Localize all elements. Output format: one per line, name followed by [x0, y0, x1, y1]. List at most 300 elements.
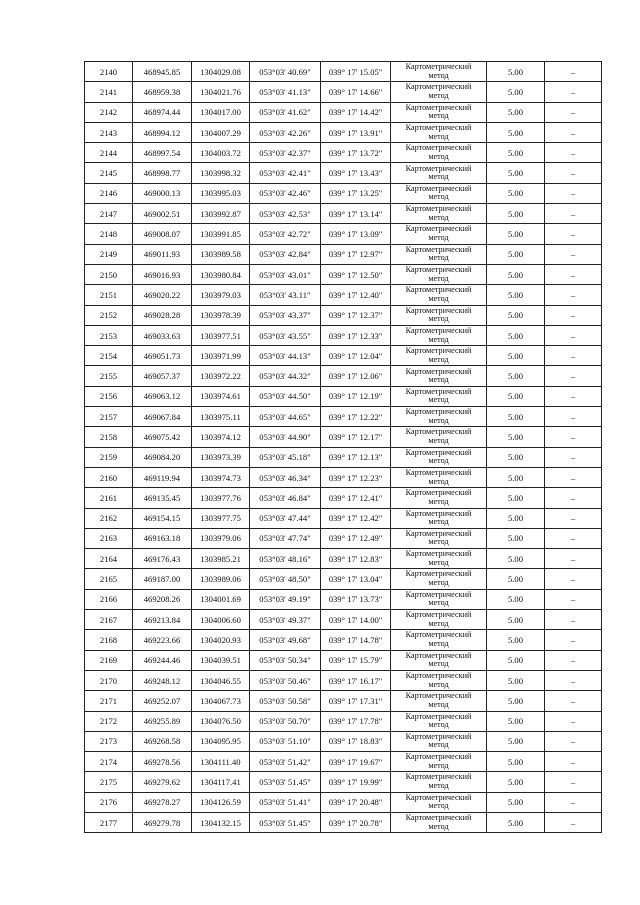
- method-cell: [391, 752, 487, 772]
- accuracy-cell: 5.00: [487, 569, 545, 589]
- y-coordinate-cell: 1304067.73: [192, 691, 250, 711]
- latitude-cell: 053°03' 42.46": [250, 183, 321, 203]
- table-row: [85, 508, 602, 528]
- accuracy-cell: 5.00: [487, 305, 545, 325]
- empty-value-dash: –: [545, 346, 602, 366]
- latitude-cell: 053°03' 40.69": [250, 62, 321, 82]
- method-text-line2: метод: [428, 679, 449, 689]
- accuracy-cell: 5.00: [487, 122, 545, 142]
- x-coordinate-cell: 469033.63: [133, 325, 192, 345]
- point-number-cell: 2158: [85, 427, 133, 447]
- accuracy-cell: 5.00: [487, 204, 545, 224]
- latitude-cell: 053°03' 51.41": [250, 792, 321, 812]
- y-coordinate-cell: 1303980.84: [192, 264, 250, 284]
- point-number-cell: 2143: [85, 122, 133, 142]
- empty-value-dash: –: [545, 62, 602, 82]
- empty-value-dash: –: [545, 488, 602, 508]
- method-text-line1: Картометрический: [405, 143, 472, 153]
- method-cell: [391, 589, 487, 609]
- table-row: [85, 467, 602, 487]
- x-coordinate-cell: 469208.26: [133, 589, 192, 609]
- x-coordinate-cell: 469051.73: [133, 346, 192, 366]
- method-text-line2: метод: [428, 172, 449, 182]
- point-number-cell: 2176: [85, 792, 133, 812]
- method-text-line1: Картометрический: [405, 244, 472, 254]
- method-cell: [391, 163, 487, 183]
- point-number-cell: 2147: [85, 204, 133, 224]
- point-number-cell: 2173: [85, 731, 133, 751]
- latitude-cell: 053°03' 49.68": [250, 630, 321, 650]
- accuracy-cell: 5.00: [487, 691, 545, 711]
- method-text-line1: Картометрический: [405, 204, 472, 214]
- method-cell: [391, 305, 487, 325]
- y-coordinate-cell: 1304001.69: [192, 589, 250, 609]
- x-coordinate-cell: 469244.46: [133, 650, 192, 670]
- x-coordinate-cell: 469084.20: [133, 447, 192, 467]
- y-coordinate-cell: 1304126.59: [192, 792, 250, 812]
- empty-value-dash: –: [545, 528, 602, 548]
- empty-value-dash: –: [545, 752, 602, 772]
- y-coordinate-cell: 1304111.40: [192, 752, 250, 772]
- method-text-line2: метод: [428, 70, 449, 80]
- x-coordinate-cell: 469002.51: [133, 204, 192, 224]
- y-coordinate-cell: 1304029.08: [192, 62, 250, 82]
- method-cell: [391, 204, 487, 224]
- longitude-cell: 039° 17' 13.14": [321, 204, 391, 224]
- method-text-line2: метод: [428, 354, 449, 364]
- method-text-line2: метод: [428, 90, 449, 100]
- method-text-line1: Картометрический: [405, 285, 472, 295]
- y-coordinate-cell: 1304007.29: [192, 122, 250, 142]
- method-text-line1: Картометрический: [405, 305, 472, 315]
- y-coordinate-cell: 1304076.50: [192, 711, 250, 731]
- method-text-line2: метод: [428, 111, 449, 121]
- method-text-line1: Картометрический: [405, 224, 472, 234]
- empty-value-dash: –: [545, 122, 602, 142]
- empty-value-dash: –: [545, 650, 602, 670]
- longitude-cell: 039° 17' 12.17": [321, 427, 391, 447]
- y-coordinate-cell: 1304006.60: [192, 610, 250, 630]
- y-coordinate-cell: 1303973.39: [192, 447, 250, 467]
- longitude-cell: 039° 17' 12.33": [321, 325, 391, 345]
- y-coordinate-cell: 1304021.76: [192, 82, 250, 102]
- longitude-cell: 039° 17' 17.31": [321, 691, 391, 711]
- empty-value-dash: –: [545, 812, 602, 832]
- empty-value-dash: –: [545, 407, 602, 427]
- method-text-line1: Картометрический: [405, 549, 472, 559]
- empty-value-dash: –: [545, 244, 602, 264]
- method-text-line1: Картометрический: [405, 488, 472, 498]
- latitude-cell: 053°03' 50.46": [250, 670, 321, 690]
- table-row: [85, 528, 602, 548]
- table-row: [85, 610, 602, 630]
- method-cell: [391, 792, 487, 812]
- method-cell: [391, 427, 487, 447]
- method-text-line1: Картометрический: [405, 589, 472, 599]
- empty-value-dash: –: [545, 224, 602, 244]
- y-coordinate-cell: 1303977.76: [192, 488, 250, 508]
- table-row: [85, 731, 602, 751]
- latitude-cell: 053°03' 51.10": [250, 731, 321, 751]
- method-cell: [391, 244, 487, 264]
- table-row: [85, 122, 602, 142]
- empty-value-dash: –: [545, 589, 602, 609]
- point-number-cell: 2150: [85, 264, 133, 284]
- latitude-cell: 053°03' 43.55": [250, 325, 321, 345]
- longitude-cell: 039° 17' 20.48": [321, 792, 391, 812]
- longitude-cell: 039° 17' 12.40": [321, 285, 391, 305]
- longitude-cell: 039° 17' 13.25": [321, 183, 391, 203]
- longitude-cell: 039° 17' 12.22": [321, 407, 391, 427]
- table-row: [85, 407, 602, 427]
- method-text-line2: метод: [428, 781, 449, 791]
- table-row: [85, 447, 602, 467]
- accuracy-cell: 5.00: [487, 325, 545, 345]
- table-row: [85, 691, 602, 711]
- point-number-cell: 2160: [85, 467, 133, 487]
- method-text-line2: метод: [428, 415, 449, 425]
- method-text-line1: Картометрический: [405, 670, 472, 680]
- y-coordinate-cell: 1303974.12: [192, 427, 250, 447]
- x-coordinate-cell: 468959.38: [133, 82, 192, 102]
- x-coordinate-cell: 468945.85: [133, 62, 192, 82]
- x-coordinate-cell: 469020.22: [133, 285, 192, 305]
- method-text-line2: метод: [428, 456, 449, 466]
- x-coordinate-cell: 468997.54: [133, 143, 192, 163]
- y-coordinate-cell: 1303974.73: [192, 467, 250, 487]
- longitude-cell: 039° 17' 15.05": [321, 62, 391, 82]
- longitude-cell: 039° 17' 12.97": [321, 244, 391, 264]
- point-number-cell: 2141: [85, 82, 133, 102]
- accuracy-cell: 5.00: [487, 752, 545, 772]
- x-coordinate-cell: 469016.93: [133, 264, 192, 284]
- latitude-cell: 053°03' 44.50": [250, 386, 321, 406]
- method-text-line2: метод: [428, 801, 449, 811]
- table-row: [85, 488, 602, 508]
- point-number-cell: 2177: [85, 812, 133, 832]
- y-coordinate-cell: 1303971.99: [192, 346, 250, 366]
- method-text-line1: Картометрический: [405, 183, 472, 193]
- longitude-cell: 039° 17' 13.09": [321, 224, 391, 244]
- method-text-line1: Картометрический: [405, 325, 472, 335]
- latitude-cell: 053°03' 51.45": [250, 772, 321, 792]
- longitude-cell: 039° 17' 12.41": [321, 488, 391, 508]
- point-number-cell: 2157: [85, 407, 133, 427]
- longitude-cell: 039° 17' 13.91": [321, 122, 391, 142]
- longitude-cell: 039° 17' 12.49": [321, 528, 391, 548]
- method-cell: [391, 346, 487, 366]
- empty-value-dash: –: [545, 549, 602, 569]
- point-number-cell: 2166: [85, 589, 133, 609]
- method-text-line2: метод: [428, 151, 449, 161]
- method-text-line1: Картометрический: [405, 610, 472, 620]
- table-row: [85, 285, 602, 305]
- empty-value-dash: –: [545, 82, 602, 102]
- x-coordinate-cell: 468998.77: [133, 163, 192, 183]
- method-text-line1: Картометрический: [405, 346, 472, 356]
- table-row: [85, 143, 602, 163]
- point-number-cell: 2164: [85, 549, 133, 569]
- method-text-line2: метод: [428, 598, 449, 608]
- method-cell: [391, 102, 487, 122]
- accuracy-cell: 5.00: [487, 467, 545, 487]
- point-number-cell: 2149: [85, 244, 133, 264]
- y-coordinate-cell: 1303989.06: [192, 569, 250, 589]
- accuracy-cell: 5.00: [487, 386, 545, 406]
- method-text-line1: Картометрический: [405, 447, 472, 457]
- method-cell: [391, 82, 487, 102]
- point-number-cell: 2146: [85, 183, 133, 203]
- longitude-cell: 039° 17' 14.00": [321, 610, 391, 630]
- latitude-cell: 053°03' 46.34": [250, 467, 321, 487]
- latitude-cell: 053°03' 51.42": [250, 752, 321, 772]
- y-coordinate-cell: 1303985.21: [192, 549, 250, 569]
- table-row: [85, 549, 602, 569]
- table-row: [85, 752, 602, 772]
- method-cell: [391, 122, 487, 142]
- table-row: [85, 792, 602, 812]
- empty-value-dash: –: [545, 386, 602, 406]
- table-row: [85, 711, 602, 731]
- method-text-line2: метод: [428, 740, 449, 750]
- empty-value-dash: –: [545, 264, 602, 284]
- latitude-cell: 053°03' 48.16": [250, 549, 321, 569]
- method-cell: [391, 731, 487, 751]
- point-number-cell: 2145: [85, 163, 133, 183]
- y-coordinate-cell: 1303995.03: [192, 183, 250, 203]
- point-number-cell: 2175: [85, 772, 133, 792]
- accuracy-cell: 5.00: [487, 224, 545, 244]
- method-text-line2: метод: [428, 517, 449, 527]
- point-number-cell: 2148: [85, 224, 133, 244]
- longitude-cell: 039° 17' 12.13": [321, 447, 391, 467]
- x-coordinate-cell: 469000.13: [133, 183, 192, 203]
- point-number-cell: 2154: [85, 346, 133, 366]
- method-text-line2: метод: [428, 618, 449, 628]
- y-coordinate-cell: 1303978.39: [192, 305, 250, 325]
- x-coordinate-cell: 469252.07: [133, 691, 192, 711]
- accuracy-cell: 5.00: [487, 244, 545, 264]
- point-number-cell: 2165: [85, 569, 133, 589]
- empty-value-dash: –: [545, 711, 602, 731]
- table-row: [85, 183, 602, 203]
- longitude-cell: 039° 17' 12.50": [321, 264, 391, 284]
- y-coordinate-cell: 1303977.75: [192, 508, 250, 528]
- accuracy-cell: 5.00: [487, 650, 545, 670]
- empty-value-dash: –: [545, 285, 602, 305]
- point-number-cell: 2161: [85, 488, 133, 508]
- table-row: [85, 366, 602, 386]
- method-cell: [391, 386, 487, 406]
- method-text-line1: Картометрический: [405, 122, 472, 132]
- x-coordinate-cell: 469268.58: [133, 731, 192, 751]
- latitude-cell: 053°03' 50.58": [250, 691, 321, 711]
- empty-value-dash: –: [545, 366, 602, 386]
- method-cell: [391, 447, 487, 467]
- table-row: [85, 62, 602, 82]
- empty-value-dash: –: [545, 102, 602, 122]
- method-text-line1: Картометрический: [405, 813, 472, 823]
- method-text-line1: Картометрический: [405, 630, 472, 640]
- method-cell: [391, 508, 487, 528]
- x-coordinate-cell: 468994.12: [133, 122, 192, 142]
- latitude-cell: 053°03' 41.62": [250, 102, 321, 122]
- accuracy-cell: 5.00: [487, 630, 545, 650]
- method-text-line2: метод: [428, 760, 449, 770]
- latitude-cell: 053°03' 48.50": [250, 569, 321, 589]
- point-number-cell: 2159: [85, 447, 133, 467]
- accuracy-cell: 5.00: [487, 447, 545, 467]
- latitude-cell: 053°03' 47.74": [250, 528, 321, 548]
- latitude-cell: 053°03' 42.72": [250, 224, 321, 244]
- method-text-line2: метод: [428, 131, 449, 141]
- method-cell: [391, 528, 487, 548]
- method-cell: [391, 691, 487, 711]
- table-row: [85, 204, 602, 224]
- method-text-line1: Картометрический: [405, 467, 472, 477]
- method-text-line1: Картометрический: [405, 265, 472, 275]
- point-number-cell: 2152: [85, 305, 133, 325]
- point-number-cell: 2156: [85, 386, 133, 406]
- table-row: [85, 772, 602, 792]
- table-row: [85, 264, 602, 284]
- point-number-cell: 2155: [85, 366, 133, 386]
- longitude-cell: 039° 17' 17.78": [321, 711, 391, 731]
- point-number-cell: 2140: [85, 62, 133, 82]
- y-coordinate-cell: 1304003.72: [192, 143, 250, 163]
- method-text-line2: метод: [428, 212, 449, 222]
- x-coordinate-cell: 469075.42: [133, 427, 192, 447]
- method-cell: [391, 183, 487, 203]
- empty-value-dash: –: [545, 427, 602, 447]
- y-coordinate-cell: 1304020.93: [192, 630, 250, 650]
- point-number-cell: 2174: [85, 752, 133, 772]
- y-coordinate-cell: 1304095.95: [192, 731, 250, 751]
- empty-value-dash: –: [545, 772, 602, 792]
- latitude-cell: 053°03' 44.90": [250, 427, 321, 447]
- y-coordinate-cell: 1303992.87: [192, 204, 250, 224]
- empty-value-dash: –: [545, 143, 602, 163]
- empty-value-dash: –: [545, 792, 602, 812]
- longitude-cell: 039° 17' 19.67": [321, 752, 391, 772]
- empty-value-dash: –: [545, 447, 602, 467]
- latitude-cell: 053°03' 42.37": [250, 143, 321, 163]
- y-coordinate-cell: 1303974.61: [192, 386, 250, 406]
- y-coordinate-cell: 1303975.11: [192, 407, 250, 427]
- accuracy-cell: 5.00: [487, 731, 545, 751]
- latitude-cell: 053°03' 43.01": [250, 264, 321, 284]
- y-coordinate-cell: 1303979.03: [192, 285, 250, 305]
- longitude-cell: 039° 17' 12.42": [321, 508, 391, 528]
- method-cell: [391, 569, 487, 589]
- accuracy-cell: 5.00: [487, 792, 545, 812]
- point-number-cell: 2153: [85, 325, 133, 345]
- method-cell: [391, 407, 487, 427]
- y-coordinate-cell: 1303972.22: [192, 366, 250, 386]
- table-row: [85, 630, 602, 650]
- method-text-line1: Картометрический: [405, 407, 472, 417]
- table-row: [85, 82, 602, 102]
- latitude-cell: 053°03' 49.19": [250, 589, 321, 609]
- latitude-cell: 053°03' 51.45": [250, 812, 321, 832]
- point-number-cell: 2168: [85, 630, 133, 650]
- empty-value-dash: –: [545, 691, 602, 711]
- table-row: [85, 244, 602, 264]
- x-coordinate-cell: 469279.62: [133, 772, 192, 792]
- table-row: [85, 325, 602, 345]
- point-number-cell: 2162: [85, 508, 133, 528]
- table-row: [85, 812, 602, 832]
- method-text-line2: метод: [428, 375, 449, 385]
- accuracy-cell: 5.00: [487, 62, 545, 82]
- latitude-cell: 053°03' 42.26": [250, 122, 321, 142]
- method-cell: [391, 143, 487, 163]
- accuracy-cell: 5.00: [487, 610, 545, 630]
- point-number-cell: 2167: [85, 610, 133, 630]
- x-coordinate-cell: 469163.18: [133, 528, 192, 548]
- method-cell: [391, 711, 487, 731]
- method-text-line1: Картометрический: [405, 508, 472, 518]
- method-text-line2: метод: [428, 557, 449, 567]
- method-cell: [391, 264, 487, 284]
- method-cell: [391, 366, 487, 386]
- coordinates-table: [84, 61, 602, 833]
- method-text-line1: Картометрический: [405, 569, 472, 579]
- accuracy-cell: 5.00: [487, 812, 545, 832]
- x-coordinate-cell: 469057.37: [133, 366, 192, 386]
- table-row: [85, 589, 602, 609]
- table-body: [85, 62, 602, 833]
- table-row: [85, 102, 602, 122]
- longitude-cell: 039° 17' 13.04": [321, 569, 391, 589]
- method-text-line2: метод: [428, 638, 449, 648]
- method-text-line2: метод: [428, 821, 449, 831]
- method-text-line1: Картометрический: [405, 711, 472, 721]
- accuracy-cell: 5.00: [487, 508, 545, 528]
- accuracy-cell: 5.00: [487, 488, 545, 508]
- accuracy-cell: 5.00: [487, 711, 545, 731]
- latitude-cell: 053°03' 43.37": [250, 305, 321, 325]
- method-cell: [391, 812, 487, 832]
- accuracy-cell: 5.00: [487, 346, 545, 366]
- latitude-cell: 053°03' 46.84": [250, 488, 321, 508]
- method-text-line2: метод: [428, 476, 449, 486]
- latitude-cell: 053°03' 44.13": [250, 346, 321, 366]
- method-text-line1: Картометрический: [405, 528, 472, 538]
- table-row: [85, 224, 602, 244]
- point-number-cell: 2163: [85, 528, 133, 548]
- accuracy-cell: 5.00: [487, 772, 545, 792]
- longitude-cell: 039° 17' 16.17": [321, 670, 391, 690]
- longitude-cell: 039° 17' 14.78": [321, 630, 391, 650]
- table-row: [85, 346, 602, 366]
- method-text-line2: метод: [428, 659, 449, 669]
- method-cell: [391, 467, 487, 487]
- method-text-line1: Картометрический: [405, 102, 472, 112]
- accuracy-cell: 5.00: [487, 82, 545, 102]
- y-coordinate-cell: 1303998.32: [192, 163, 250, 183]
- table-row: [85, 650, 602, 670]
- method-text-line2: метод: [428, 273, 449, 283]
- latitude-cell: 053°03' 47.44": [250, 508, 321, 528]
- longitude-cell: 039° 17' 12.04": [321, 346, 391, 366]
- longitude-cell: 039° 17' 12.37": [321, 305, 391, 325]
- method-text-line1: Картометрический: [405, 792, 472, 802]
- accuracy-cell: 5.00: [487, 427, 545, 447]
- method-cell: [391, 224, 487, 244]
- method-cell: [391, 62, 487, 82]
- accuracy-cell: 5.00: [487, 670, 545, 690]
